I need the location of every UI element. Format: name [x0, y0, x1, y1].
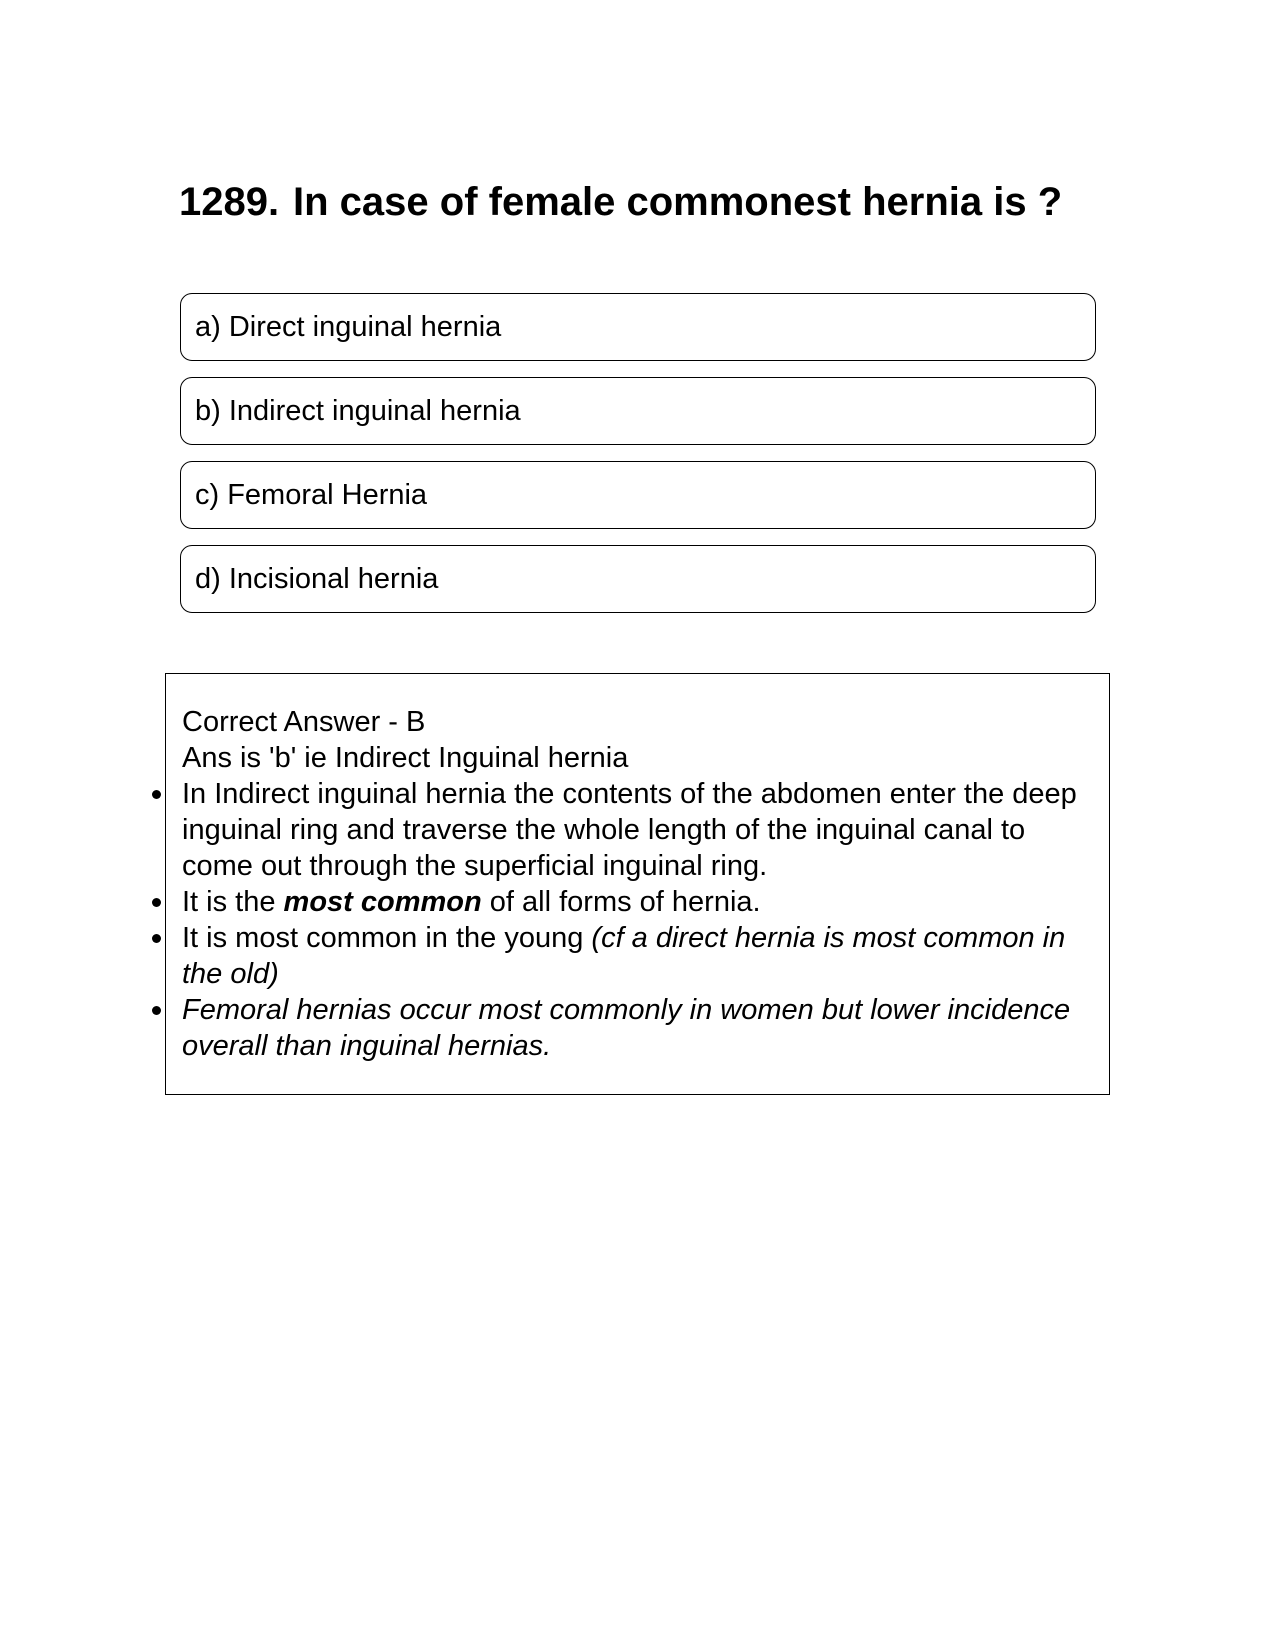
question-heading: [179, 176, 1079, 228]
list-item: [182, 920, 1095, 992]
list-item: [182, 776, 1095, 884]
option-b[interactable]: [180, 377, 1096, 445]
bullet-2-emphasis: most common: [283, 886, 482, 918]
correct-answer: Correct Answer - B: [182, 706, 426, 738]
explanation-bullets: [182, 776, 1095, 1064]
question-number: 1289.: [179, 180, 280, 224]
question-text: In case of female commonest hernia is ?: [293, 180, 1063, 224]
list-item: [182, 884, 1095, 920]
option-d[interactable]: [180, 545, 1096, 613]
bullet-3-emphasis: (cf a direct hernia is most common in the old): [182, 922, 1066, 990]
bullet-2-pre: It is the: [182, 886, 284, 918]
option-c[interactable]: [180, 461, 1096, 529]
option-a[interactable]: [180, 293, 1096, 361]
bullet-2-post: of all forms of hernia.: [481, 886, 761, 918]
option-b-label: b) Indirect inguinal hernia: [195, 394, 521, 427]
option-c-label: c) Femoral Hernia: [195, 478, 428, 511]
bullet-1-text: In Indirect inguinal hernia the contents of the abdomen enter the deep inguinal ring and traverse the whole length of the inguinal canal to come out through the superficial inguinal ring.: [182, 778, 1077, 882]
list-item: [182, 992, 1095, 1064]
answer-summary: Ans is 'b' ie Indirect Inguinal hernia: [182, 742, 629, 774]
options-list: [180, 293, 1096, 629]
bullet-4-text: Femoral hernias occur most commonly in women but lower incidence overall than inguinal hernias.: [182, 994, 1071, 1062]
answer-explanation-box: [165, 673, 1110, 1095]
bullet-3-pre: It is most common in the young: [182, 922, 592, 954]
option-d-label: d) Incisional hernia: [195, 562, 439, 595]
option-a-label: a) Direct inguinal hernia: [195, 310, 502, 343]
